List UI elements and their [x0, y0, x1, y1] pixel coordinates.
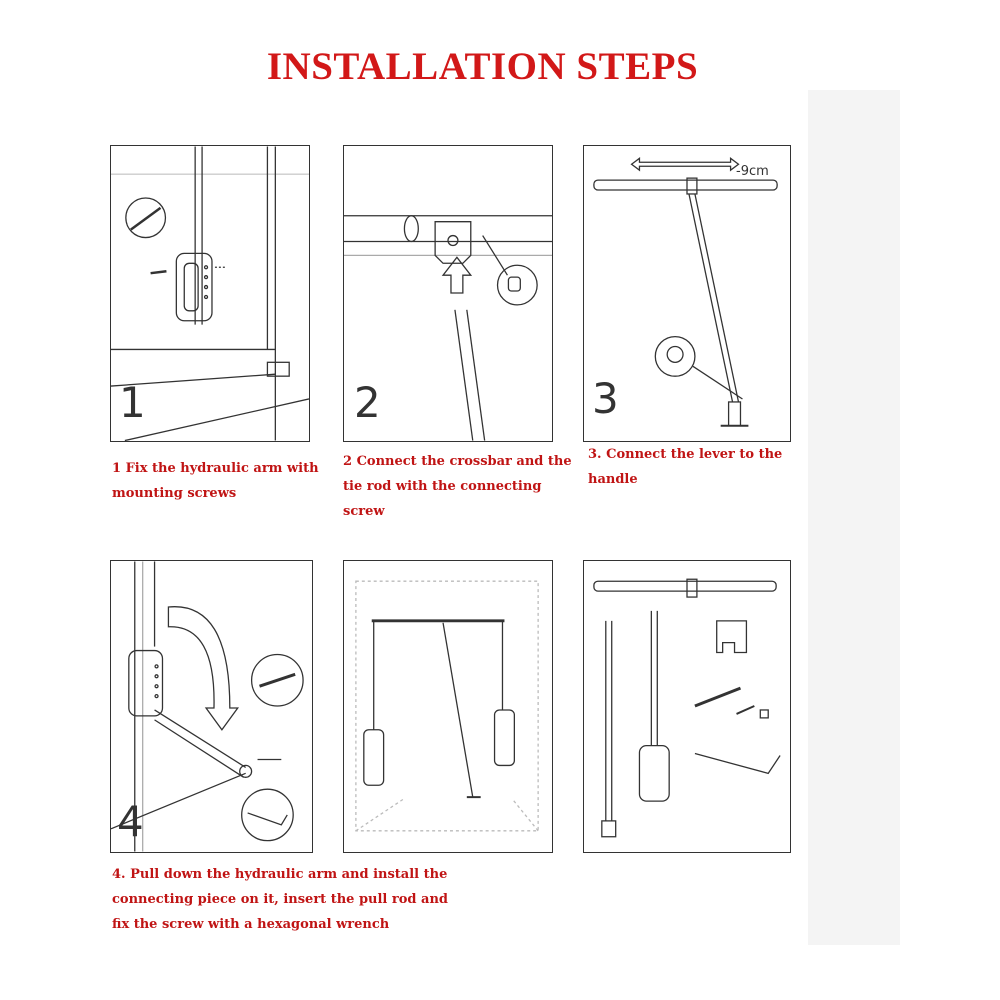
step-2-caption-line-1: 2 Connect the crossbar and the: [343, 454, 572, 469]
step-3-dimension-label: -9cm: [736, 164, 769, 179]
step-2-number: 2: [354, 378, 381, 427]
parts-panel: [583, 560, 791, 853]
background-side-strip: [808, 90, 900, 945]
step-3-caption: [588, 442, 798, 492]
step-4-caption: [112, 862, 492, 937]
step-3-caption-line-1: 3. Connect the lever to the: [588, 447, 783, 462]
step-2-caption-line-3: screw: [343, 504, 385, 519]
step-4-panel: [110, 560, 313, 853]
step-3-caption-line-2: handle: [588, 472, 638, 487]
step-2-panel: [343, 145, 553, 442]
step-4-caption-line-3: fix the screw with a hexagonal wrench: [112, 917, 390, 932]
step-1-caption-line-2: mounting screws: [112, 486, 237, 501]
page-title: INSTALLATION STEPS: [266, 45, 699, 88]
step-4-number: 4: [117, 797, 144, 846]
step-1-panel: [110, 145, 310, 442]
step-1-caption-line-1: 1 Fix the hydraulic arm with: [112, 461, 319, 476]
step-3-number: 3: [592, 374, 619, 423]
step-2-caption: [343, 449, 573, 524]
step-4-caption-line-2: connecting piece on it, insert the pull rod and: [112, 892, 449, 907]
step-1-caption: [112, 456, 337, 506]
step-2-caption-line-2: tie rod with the connecting: [343, 479, 542, 494]
step-3-panel: [583, 145, 791, 442]
step-1-number: 1: [119, 378, 146, 427]
step-4-caption-line-1: 4. Pull down the hydraulic arm and install the: [112, 867, 448, 882]
assembled-rack-illustration: [344, 561, 552, 852]
parts-illustration: [584, 561, 790, 852]
assembled-rack-panel: [343, 560, 553, 853]
